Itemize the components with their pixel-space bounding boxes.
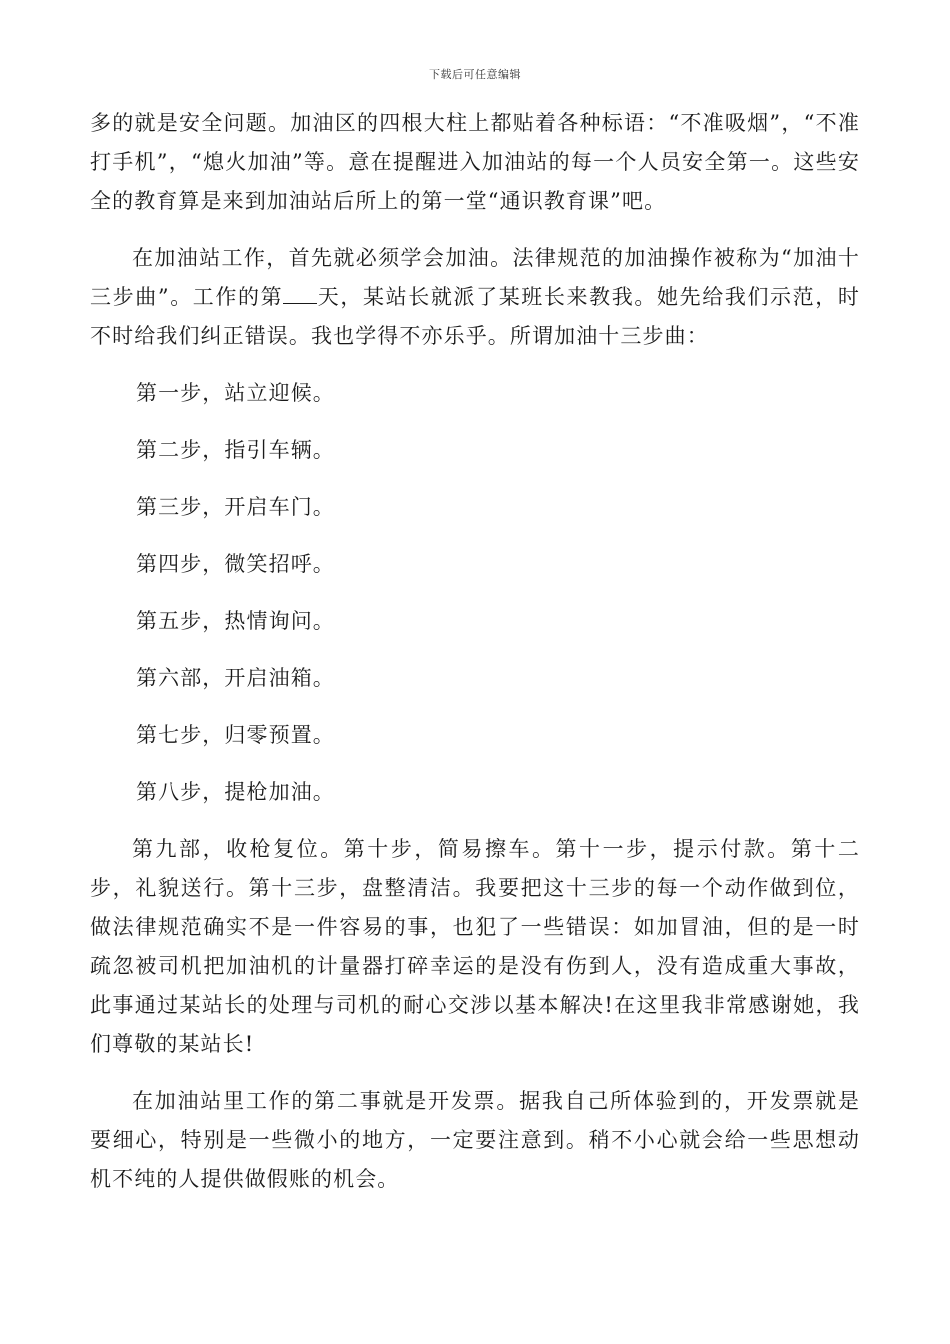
step-item: 第二步，指引车辆。: [136, 438, 335, 462]
step-item: 第七步，归零预置。: [136, 723, 335, 747]
step-item: 第一步，站立迎候。: [136, 381, 335, 405]
header-note: 下载后可任意编辑: [429, 68, 521, 81]
step-item: 第八步，提枪加油。: [136, 780, 335, 804]
step-item: 第三步，开启车门。: [136, 495, 335, 519]
paragraph-learning-to-refuel: [90, 239, 860, 356]
paragraph-remaining-steps: 第九部，收枪复位。第十步，简易擦车。第十一步，提示付款。第十二步，礼貌送行。第十三步，盘整清洁。我要把这十三步的每一个动作做到位，做法律规范确实不是一件容易的事，也犯了一些错误：如加冒油，但的是一时疏忽被司机把加油机的计量器打碎幸运的是没有伤到人，没有造成重大事故，此事通过某站长的处理与司机的耐心交涉以基本解决!在这里我非常感谢她，我们尊敬的某站长!: [90, 837, 860, 1056]
step-item: 第六部，开启油箱。: [136, 666, 335, 690]
paragraph-safety: 多的就是安全问题。加油区的四根大柱上都贴着各种标语：“不准吸烟”，“不准打手机”，“熄火加油”等。意在提醒进入加油站的每一个人员安全第一。这些安全的教育算是来到加油站后所上的第一堂“通识教育课”吧。: [90, 111, 860, 213]
paragraph-text-part: 天，某站长就派了某班长来教我。她先给我们示范，时不时给我们纠正错误。我也学得不亦乐乎。所谓加油十三步曲：: [90, 285, 860, 348]
step-item: 第四步，微笑招呼。: [136, 552, 335, 576]
fill-in-blank: [283, 285, 317, 304]
step-item: 第五步，热情询问。: [136, 609, 335, 633]
document-body: [90, 104, 860, 1199]
paragraph-invoicing: 在加油站里工作的第二事就是开发票。据我自己所体验到的，开发票就是要细心，特别是一些微小的地方，一定要注意到。稍不小心就会给一些思想动机不纯的人提供做假账的机会。: [90, 1089, 860, 1191]
paragraph-text-part: 在加油站工作，首先就必须学会加油。法律规范的加油操作被称为“加油十三步曲”。工作的第: [90, 246, 860, 309]
